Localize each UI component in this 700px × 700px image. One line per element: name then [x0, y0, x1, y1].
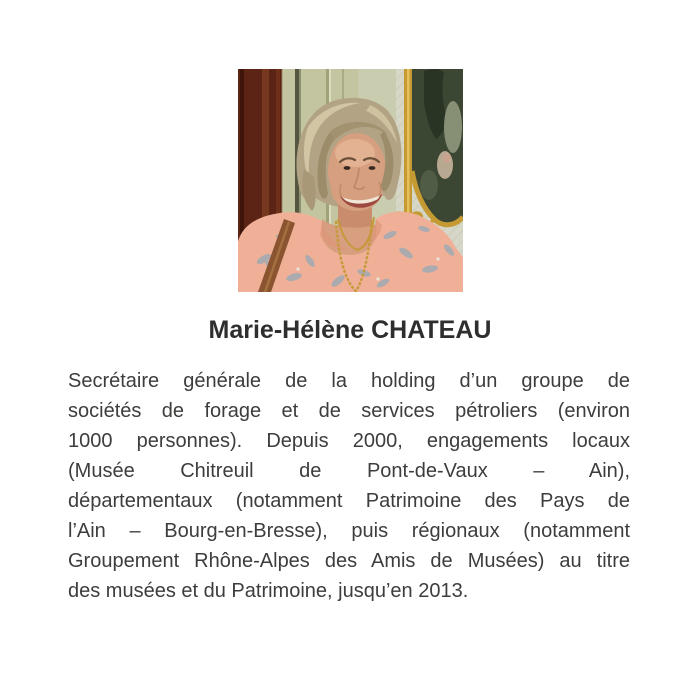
person-name: Marie-Hélène CHATEAU	[208, 316, 492, 344]
bio-line: Secrétaire générale de la holding d’un groupe de	[68, 370, 630, 392]
bio-line: des musées et du Patrimoine, jusqu’en 2013.	[68, 580, 469, 602]
bio-line: sociétés de forage et de services pétroliers (environ	[68, 400, 630, 422]
bio-line: Groupement Rhône-Alpes des Amis de Musées) au titre	[68, 550, 630, 572]
bio-line: l’Ain – Bourg-en-Bresse), puis régionaux (notamment	[68, 520, 630, 542]
bio-paragraph	[68, 366, 630, 606]
bio-line: départementaux (notamment Patrimoine des Pays de	[68, 490, 630, 512]
bio-line: (Musée Chitreuil de Pont-de-Vaux – Ain),	[68, 460, 630, 482]
portrait-illustration	[238, 69, 463, 292]
bio-line: 1000 personnes). Depuis 2000, engagements locaux	[68, 430, 630, 452]
profile-photo	[238, 69, 463, 292]
